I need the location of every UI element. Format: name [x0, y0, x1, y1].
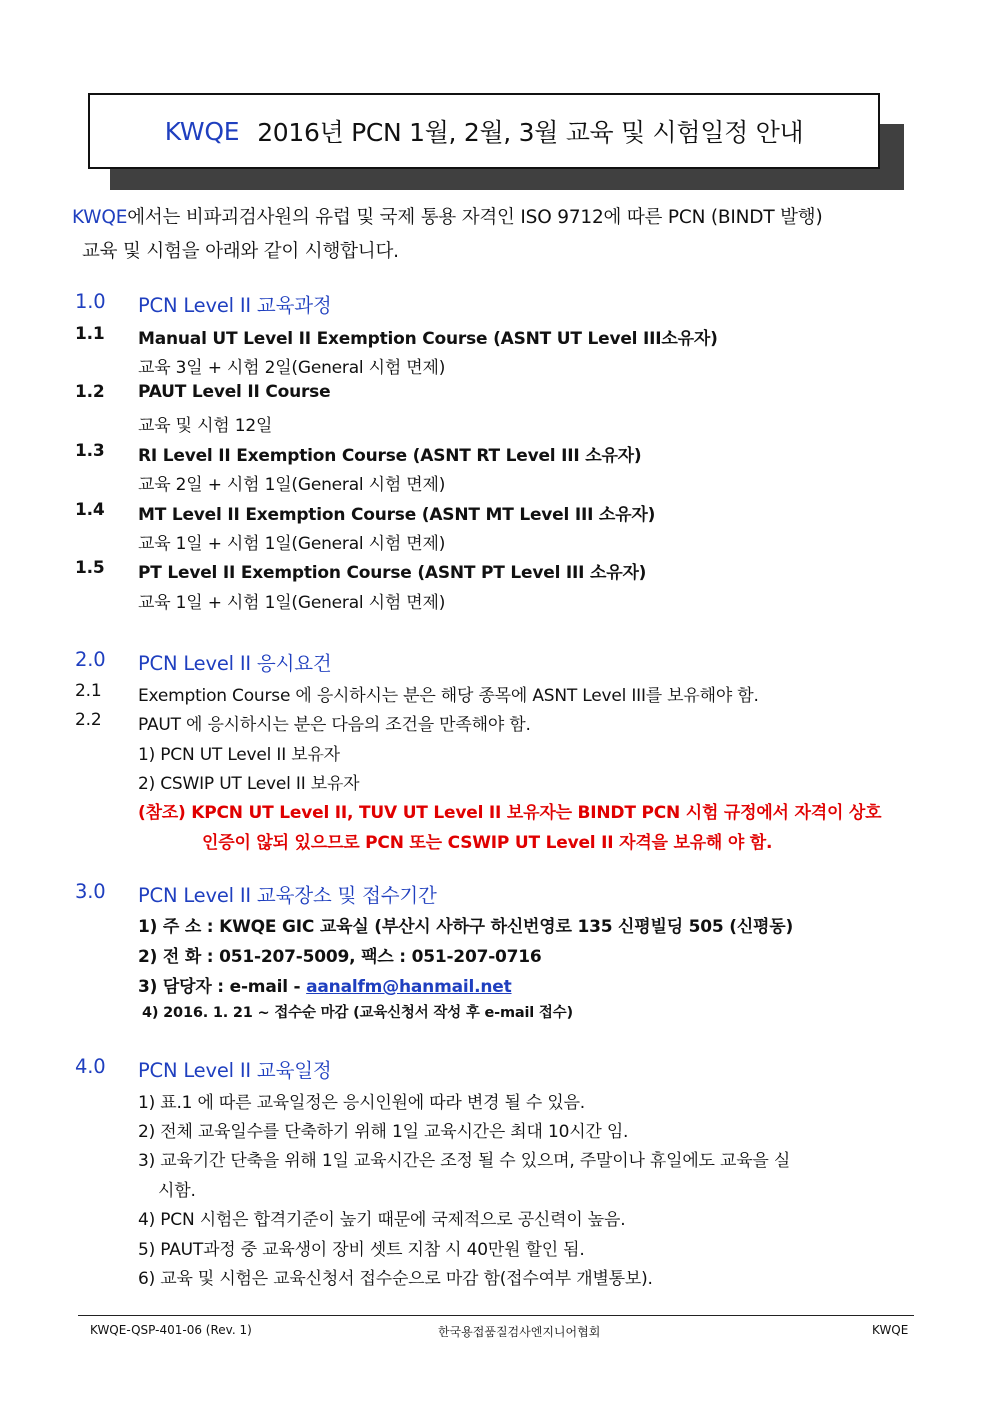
intro-line-2: 교육 및 시험을 아래와 같이 시행합니다. [82, 241, 399, 262]
item-title: Manual UT Level II Exemption Course (ASNT UT Level III소유자) [138, 329, 718, 349]
registration-period: 4) 2016. 1. 21 ~ 접수순 마감 (교육신청서 작성 후 e-mail 접수) [142, 1005, 573, 1021]
schedule-note-3: 3) 교육기간 단축을 위해 1일 교육시간은 조정 될 수 있으며, 주말이나 휴일에도 교육을 실 [138, 1151, 791, 1171]
schedule-note-4: 4) PCN 시험은 합격기준이 높기 때문에 국제적으로 공신력이 높음. [138, 1210, 626, 1230]
item-detail: 교육 1일 + 시험 1일(General 시험 면제) [138, 593, 446, 613]
item-number: 1.5 [75, 558, 105, 578]
footer-divider [78, 1315, 914, 1316]
item-title: RI Level II Exemption Course (ASNT RT Level III 소유자) [138, 446, 642, 466]
item-text: Exemption Course 에 응시하시는 분은 해당 종목에 ASNT Level III를 보유해야 함. [138, 686, 759, 706]
item-detail: 교육 2일 + 시험 1일(General 시험 면제) [138, 475, 446, 495]
item-number: 1.1 [75, 324, 105, 344]
title-brand: KWQE [164, 116, 240, 146]
section-3-title: PCN Level II 교육장소 및 접수기간 [138, 884, 437, 907]
section-1-title: PCN Level II 교육과정 [138, 294, 332, 317]
footer-doc-id: KWQE-QSP-401-06 (Rev. 1) [90, 1323, 252, 1337]
item-number: 1.3 [75, 441, 105, 461]
condition-text: 2) CSWIP UT Level II 보유자 [138, 774, 360, 794]
section-1-number: 1.0 [75, 290, 106, 313]
note-line-2: 인증이 않되 있으므로 PCN 또는 CSWIP UT Level II 자격을 보유해 야 함. [202, 833, 773, 853]
section-4-title: PCN Level II 교육일정 [138, 1059, 332, 1082]
condition-text: 1) PCN UT Level II 보유자 [138, 745, 340, 765]
section-2-title: PCN Level II 응시요건 [138, 652, 332, 675]
intro-line-1 [72, 203, 823, 229]
intro-line-1-text: 에서는 비파괴검사원의 유럽 및 국제 통용 자격인 ISO 9712에 따른 PCN (BINDT 발행) [127, 207, 823, 228]
contact-label: 3) 담당자 : e-mail - [138, 977, 307, 997]
item-title: PAUT Level II Course [138, 382, 331, 402]
note-line-1: (참조) KPCN UT Level II, TUV UT Level II 보유자는 BINDT PCN 시험 규정에서 자격이 상호 [138, 803, 882, 823]
item-detail: 교육 및 시험 12일 [138, 416, 273, 436]
schedule-note-2: 2) 전체 교육일수를 단축하기 위해 1일 교육시간은 최대 10시간 임. [138, 1122, 629, 1142]
footer-organization: 한국용접품질검사엔지니어협회 [438, 1325, 601, 1339]
item-detail: 교육 1일 + 시험 1일(General 시험 면제) [138, 534, 446, 554]
phone-line: 2) 전 화 : 051-207-5009, 팩스 : 051-207-0716 [138, 947, 542, 967]
schedule-note-1: 1) 표.1 에 따른 교육일정은 응시인원에 따라 변경 될 수 있음. [138, 1093, 585, 1113]
item-detail: 교육 3일 + 시험 2일(General 시험 면제) [138, 358, 446, 378]
item-title: MT Level II Exemption Course (ASNT MT Level III 소유자) [138, 505, 656, 525]
schedule-note-3-cont: 시함. [158, 1181, 196, 1201]
item-number: 1.4 [75, 500, 105, 520]
item-number: 2.1 [75, 681, 102, 701]
section-3-number: 3.0 [75, 880, 106, 903]
contact-line [138, 972, 512, 997]
title-box [88, 93, 880, 169]
title-text: 2016년 PCN 1월, 2월, 3월 교육 및 시험일정 안내 [257, 118, 804, 147]
section-4-number: 4.0 [75, 1055, 106, 1078]
item-text: PAUT 에 응시하시는 분은 다음의 조건을 만족해야 함. [138, 715, 531, 735]
schedule-note-6: 6) 교육 및 시험은 교육신청서 접수순으로 마감 함(접수여부 개별통보). [138, 1269, 653, 1289]
item-number: 2.2 [75, 710, 102, 730]
section-2-number: 2.0 [75, 648, 106, 671]
email-link[interactable]: aanalfm@hanmail.net [306, 977, 512, 997]
item-number: 1.2 [75, 382, 105, 402]
item-title: PT Level II Exemption Course (ASNT PT Level III 소유자) [138, 563, 647, 583]
address-line: 1) 주 소 : KWQE GIC 교육실 (부산시 사하구 하신번영로 135 신평빌딩 505 (신평동) [138, 917, 794, 937]
intro-brand: KWQE [72, 207, 128, 228]
footer-brand: KWQE [872, 1323, 909, 1337]
schedule-note-5: 5) PAUT과정 중 교육생이 장비 셋트 지참 시 40만원 할인 됨. [138, 1240, 585, 1260]
